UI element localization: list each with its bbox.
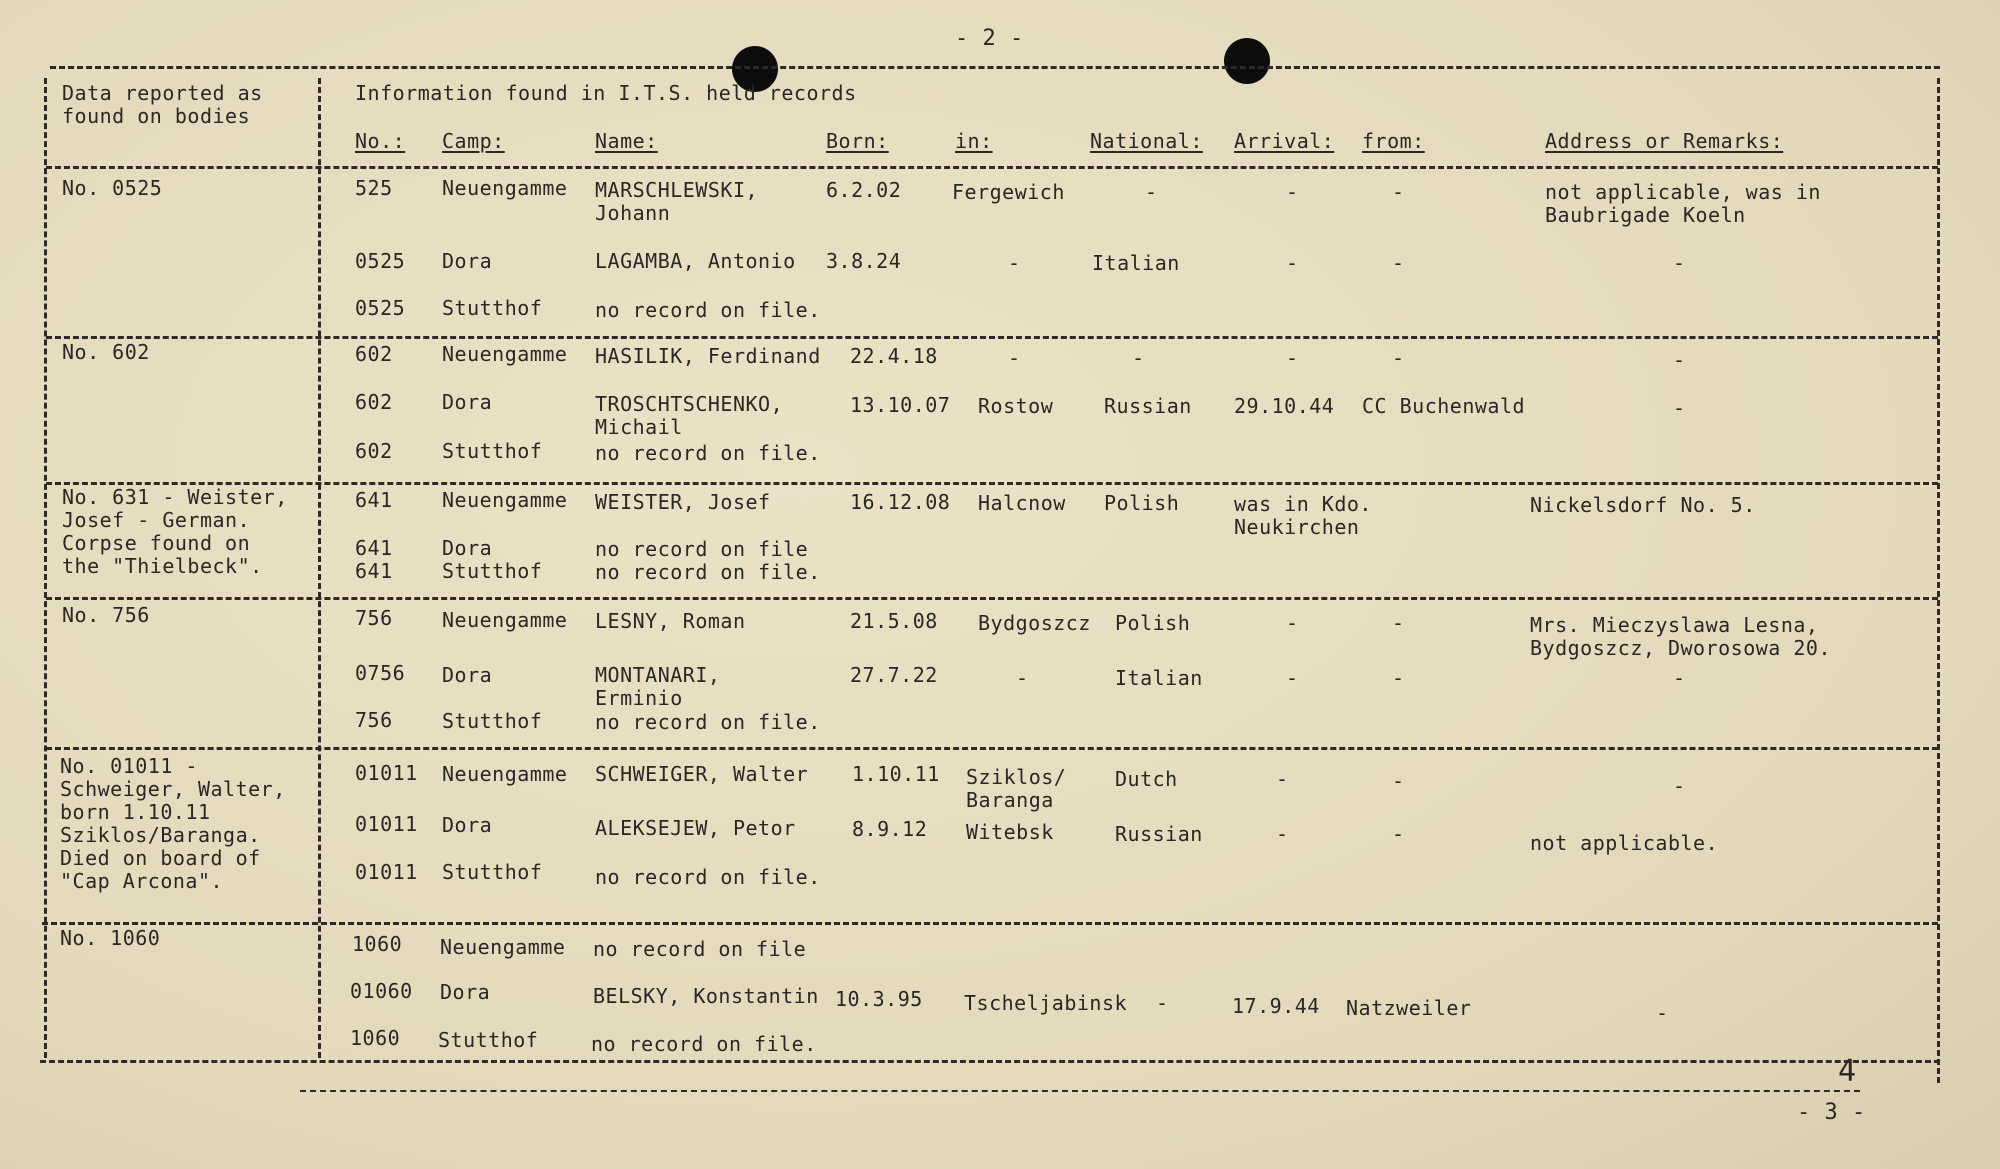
record-no: 525 bbox=[355, 176, 393, 200]
record-no: 602 bbox=[355, 342, 393, 366]
group-separator bbox=[46, 482, 1938, 485]
record-arrival: was in Kdo. Neukirchen bbox=[1234, 492, 1372, 539]
record-remarks: - bbox=[1673, 348, 1686, 372]
record-nationality: Polish bbox=[1104, 491, 1180, 515]
record-name: no record on file. bbox=[595, 298, 821, 322]
record-arrival: - bbox=[1286, 346, 1299, 370]
record-no: 756 bbox=[355, 708, 393, 732]
header-separator bbox=[46, 166, 1938, 169]
column-header-national: National: bbox=[1090, 129, 1203, 153]
group-separator bbox=[46, 597, 1938, 600]
record-name: SCHWEIGER, Walter bbox=[595, 762, 809, 786]
record-birthplace: Halcnow bbox=[978, 491, 1066, 515]
corner-mark: 4 bbox=[1838, 1054, 1857, 1089]
record-remarks: not applicable, was in Baubrigade Koeln bbox=[1545, 180, 1821, 227]
record-born: 8.9.12 bbox=[852, 817, 928, 841]
record-nationality: Italian bbox=[1092, 251, 1180, 275]
record-no: 01011 bbox=[355, 860, 418, 884]
record-from: - bbox=[1392, 611, 1405, 635]
record-camp: Stutthof bbox=[442, 439, 543, 463]
record-arrival: - bbox=[1286, 180, 1299, 204]
record-camp: Stutthof bbox=[442, 709, 543, 733]
record-remarks: - bbox=[1673, 251, 1686, 275]
record-remarks: not applicable. bbox=[1530, 831, 1719, 855]
record-nationality: Italian bbox=[1115, 666, 1203, 690]
record-no: 1060 bbox=[350, 1026, 401, 1050]
table-bottom-border bbox=[40, 1060, 1940, 1063]
record-no: 641 bbox=[355, 488, 393, 512]
group-separator bbox=[46, 747, 1938, 750]
column-header-remarks: Address or Remarks: bbox=[1545, 129, 1784, 153]
record-no: 641 bbox=[355, 536, 393, 560]
record-born: 6.2.02 bbox=[826, 178, 902, 202]
record-nationality: - bbox=[1132, 346, 1145, 370]
column-header-name: Name: bbox=[595, 129, 658, 153]
column-header-from: from: bbox=[1362, 129, 1425, 153]
record-remarks: - bbox=[1673, 396, 1686, 420]
record-camp: Stutthof bbox=[442, 296, 543, 320]
table-left-border bbox=[44, 78, 47, 1058]
record-camp: Stutthof bbox=[442, 860, 543, 884]
record-from: - bbox=[1392, 822, 1405, 846]
bottom-margin-line bbox=[300, 1090, 1860, 1092]
record-birthplace: Fergewich bbox=[952, 180, 1065, 204]
record-nationality: Russian bbox=[1104, 394, 1192, 418]
record-camp: Stutthof bbox=[442, 559, 543, 583]
record-from: Natzweiler bbox=[1346, 996, 1472, 1020]
record-remarks: - bbox=[1656, 1001, 1669, 1025]
record-birthplace: Rostow bbox=[978, 394, 1054, 418]
record-no: 0525 bbox=[355, 296, 406, 320]
record-remarks: - bbox=[1673, 774, 1686, 798]
record-camp: Neuengamme bbox=[442, 608, 568, 632]
record-name: LESNY, Roman bbox=[595, 609, 746, 633]
record-from: - bbox=[1392, 251, 1405, 275]
record-from: CC Buchenwald bbox=[1362, 394, 1526, 418]
record-camp: Neuengamme bbox=[442, 762, 568, 786]
record-born: 16.12.08 bbox=[850, 490, 951, 514]
record-no: 01060 bbox=[350, 979, 413, 1003]
record-born: 13.10.07 bbox=[850, 393, 951, 417]
column-header-no: No.: bbox=[355, 129, 406, 153]
record-camp: Dora bbox=[442, 536, 493, 560]
record-arrival: - bbox=[1286, 611, 1299, 635]
reported-data: No. 631 - Weister, Josef - German. Corpse found on the "Thielbeck". bbox=[62, 485, 288, 578]
record-camp: Neuengamme bbox=[442, 176, 568, 200]
record-camp: Dora bbox=[442, 813, 493, 837]
record-name: no record on file. bbox=[591, 1032, 817, 1056]
reported-data: No. 602 bbox=[62, 340, 150, 364]
record-name: WEISTER, Josef bbox=[595, 490, 771, 514]
group-separator bbox=[42, 922, 1938, 925]
record-camp: Neuengamme bbox=[442, 342, 568, 366]
record-name: MONTANARI, Erminio bbox=[595, 663, 721, 710]
reported-data: No. 756 bbox=[62, 603, 150, 627]
record-no: 602 bbox=[355, 390, 393, 414]
record-name: no record on file bbox=[595, 537, 809, 561]
punch-hole-right bbox=[1224, 38, 1270, 84]
record-camp: Neuengamme bbox=[442, 488, 568, 512]
record-no: 0525 bbox=[355, 249, 406, 273]
record-birthplace: - bbox=[1008, 346, 1021, 370]
record-no: 01011 bbox=[355, 761, 418, 785]
record-name: no record on file bbox=[593, 937, 807, 961]
record-name: no record on file. bbox=[595, 865, 821, 889]
left-header: Data reported as found on bodies bbox=[62, 81, 263, 128]
record-from: - bbox=[1392, 180, 1405, 204]
record-born: 22.4.18 bbox=[850, 344, 938, 368]
record-nationality: Polish bbox=[1115, 611, 1191, 635]
record-nationality: Russian bbox=[1115, 822, 1203, 846]
record-name: no record on file. bbox=[595, 441, 821, 465]
record-born: 1.10.11 bbox=[852, 762, 940, 786]
record-born: 3.8.24 bbox=[826, 249, 902, 273]
record-from: - bbox=[1392, 346, 1405, 370]
record-born: 10.3.95 bbox=[835, 987, 923, 1011]
column-header-in: in: bbox=[955, 129, 993, 153]
record-arrival: 17.9.44 bbox=[1232, 994, 1320, 1018]
record-from: - bbox=[1392, 769, 1405, 793]
page-number-bottom: - 3 - bbox=[1797, 1100, 1866, 1125]
record-camp: Dora bbox=[440, 980, 491, 1004]
record-arrival: - bbox=[1276, 822, 1289, 846]
record-born: 21.5.08 bbox=[850, 609, 938, 633]
record-name: BELSKY, Konstantin bbox=[593, 984, 819, 1008]
table-top-border bbox=[50, 66, 1940, 69]
record-no: 602 bbox=[355, 439, 393, 463]
record-camp: Neuengamme bbox=[440, 935, 566, 959]
record-camp: Dora bbox=[442, 663, 493, 687]
record-birthplace: - bbox=[1016, 666, 1029, 690]
record-name: ALEKSEJEW, Petor bbox=[595, 816, 796, 840]
record-name: no record on file. bbox=[595, 560, 821, 584]
record-birthplace: Tscheljabinsk bbox=[964, 991, 1128, 1015]
record-birthplace: Sziklos/ Baranga bbox=[966, 765, 1067, 812]
record-born: 27.7.22 bbox=[850, 663, 938, 687]
record-arrival: - bbox=[1286, 251, 1299, 275]
column-header-born: Born: bbox=[826, 129, 889, 153]
record-birthplace: Bydgoszcz bbox=[978, 611, 1091, 635]
page-number-top: - 2 - bbox=[955, 26, 1024, 51]
record-remarks: - bbox=[1673, 666, 1686, 690]
record-birthplace: - bbox=[1008, 251, 1021, 275]
record-no: 01011 bbox=[355, 812, 418, 836]
group-separator bbox=[46, 336, 1938, 339]
record-no: 1060 bbox=[352, 932, 403, 956]
reported-data: No. 1060 bbox=[60, 926, 161, 950]
record-nationality: Dutch bbox=[1115, 767, 1178, 791]
record-remarks: Nickelsdorf No. 5. bbox=[1530, 493, 1756, 517]
record-no: 0756 bbox=[355, 661, 406, 685]
right-header: Information found in I.T.S. held records bbox=[355, 81, 857, 105]
record-name: MARSCHLEWSKI, Johann bbox=[595, 178, 759, 225]
record-birthplace: Witebsk bbox=[966, 820, 1054, 844]
record-name: HASILIK, Ferdinand bbox=[595, 344, 821, 368]
record-no: 641 bbox=[355, 559, 393, 583]
column-divider bbox=[318, 78, 321, 1058]
record-camp: Dora bbox=[442, 249, 493, 273]
record-name: LAGAMBA, Antonio bbox=[595, 249, 796, 273]
record-camp: Stutthof bbox=[438, 1028, 539, 1052]
record-arrival: - bbox=[1276, 767, 1289, 791]
column-header-arrival: Arrival: bbox=[1234, 129, 1335, 153]
record-nationality: - bbox=[1156, 991, 1169, 1015]
reported-data: No. 01011 - Schweiger, Walter, born 1.10.11 Sziklos/Baranga. Died on board of "Cap Arcona". bbox=[60, 754, 286, 893]
record-name: no record on file. bbox=[595, 710, 821, 734]
record-from: - bbox=[1392, 666, 1405, 690]
record-arrival: 29.10.44 bbox=[1234, 394, 1335, 418]
record-name: TROSCHTSCHENKO, Michail bbox=[595, 392, 784, 439]
table-right-border bbox=[1937, 78, 1940, 1083]
record-nationality: - bbox=[1145, 180, 1158, 204]
record-arrival: - bbox=[1286, 666, 1299, 690]
record-camp: Dora bbox=[442, 390, 493, 414]
column-header-camp: Camp: bbox=[442, 129, 505, 153]
record-remarks: Mrs. Mieczyslawa Lesna, Bydgoszcz, Dworosowa 20. bbox=[1530, 613, 1831, 660]
reported-data: No. 0525 bbox=[62, 176, 163, 200]
record-no: 756 bbox=[355, 606, 393, 630]
